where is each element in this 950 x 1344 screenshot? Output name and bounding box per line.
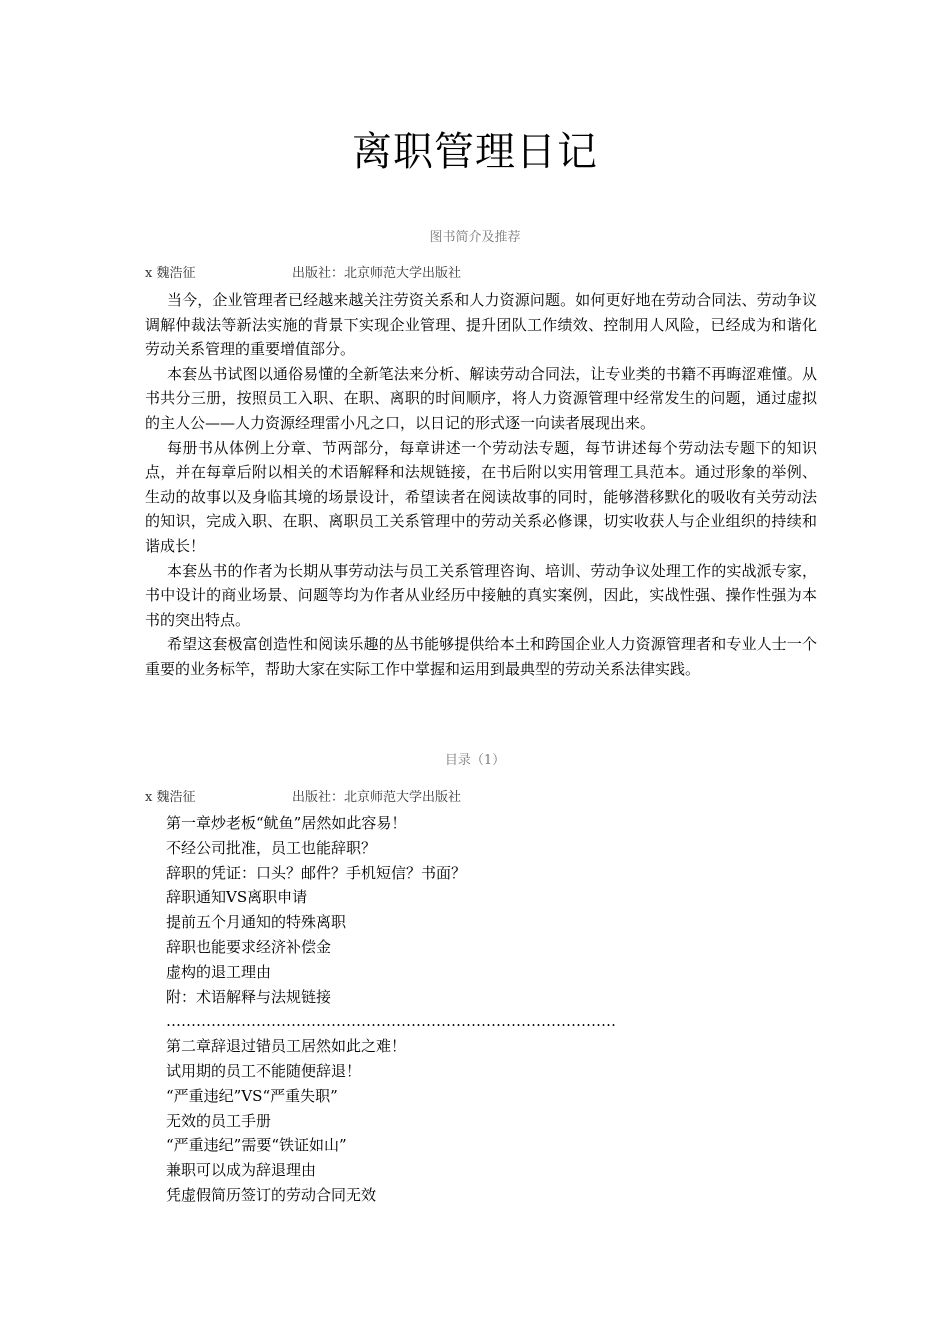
intro-body (145, 288, 817, 682)
intro-section-heading: 图书简介及推荐 (429, 230, 521, 245)
toc-divider: ……………………………………………………………………………… (166, 1012, 616, 1031)
toc-author: x 魏浩征 (145, 790, 196, 805)
document-title: 离职管理日记 (352, 129, 598, 175)
toc-item: 兼职可以成为辞退理由 (166, 1161, 317, 1180)
intro-paragraph: 本套丛书的作者为长期从事劳动法与员工关系管理咨询、培训、劳动争议处理工作的实战派专家，书中设计的商业场景、问题等均为作者从业经历中接触的真实案例，因此，实战性强、操作性强为本书的突出特点。 (145, 561, 817, 629)
toc-item: 辞职的凭证：口头？邮件？手机短信？书面？ (166, 863, 467, 882)
toc-item: “严重违纪”需要“铁证如山” (166, 1136, 347, 1155)
toc-section-heading: 目录（1） (444, 753, 506, 768)
toc-item: 提前五个月通知的特殊离职 (166, 913, 347, 932)
toc-publisher: 出版社：北京师范大学出版社 (292, 790, 462, 805)
intro-author: x 魏浩征 (145, 266, 196, 281)
toc-item: 辞职通知VS离职申请 (166, 888, 308, 907)
intro-paragraph: 本套丛书试图以通俗易懂的全新笔法来分析、解读劳动合同法，让专业类的书籍不再晦涩难懂。从书共分三册，按照员工入职、在职、离职的时间顺序，将人力资源管理中经常发生的问题，通过虚拟的主人公——人力资源经理雷小凡之口，以日记的形式逐一向读者展现出来。 (145, 364, 817, 432)
toc-item: 无效的员工手册 (166, 1111, 272, 1130)
toc-item: “严重违纪”VS“严重失职” (166, 1086, 338, 1105)
toc-item: 不经公司批准，员工也能辞职？ (166, 838, 377, 857)
intro-paragraph: 希望这套极富创造性和阅读乐趣的丛书能够提供给本土和跨国企业人力资源管理者和专业人士一个重要的业务标竿，帮助大家在实际工作中掌握和运用到最典型的劳动关系法律实践。 (145, 635, 817, 678)
intro-publisher: 出版社：北京师范大学出版社 (292, 266, 462, 281)
intro-paragraph: 每册书从体例上分章、节两部分，每章讲述一个劳动法专题，每节讲述每个劳动法专题下的知识点，并在每章后附以相关的术语解释和法规链接，在书后附以实用管理工具范本。通过形象的举例、生动的故事以及身临其境的场景设计，希望读者在阅读故事的同时，能够潜移默化的吸收有关劳动法的知识，完成入职、在职、离职员工关系管理中的劳动关系必修课，切实收获人与企业组织的持续和谐成长！ (145, 438, 817, 555)
toc-item: 虚构的退工理由 (166, 962, 272, 981)
toc-item: 辞职也能要求经济补偿金 (166, 937, 332, 956)
table-of-contents (166, 811, 806, 1208)
toc-item: 凭虚假简历签订的劳动合同无效 (166, 1185, 377, 1204)
toc-item: 试用期的员工不能随便辞退！ (166, 1061, 362, 1080)
toc-item: 附：术语解释与法规链接 (166, 987, 332, 1006)
intro-paragraph: 当今，企业管理者已经越来越关注劳资关系和人力资源问题。如何更好地在劳动合同法、劳动争议调解仲裁法等新法实施的背景下实现企业管理、提升团队工作绩效、控制用人风险，已经成为和谐化劳动关系管理的重要增值部分。 (145, 291, 817, 359)
toc-item: 第一章炒老板“鱿鱼”居然如此容易！ (166, 814, 407, 832)
toc-item: 第二章辞退过错员工居然如此之难！ (166, 1037, 407, 1056)
